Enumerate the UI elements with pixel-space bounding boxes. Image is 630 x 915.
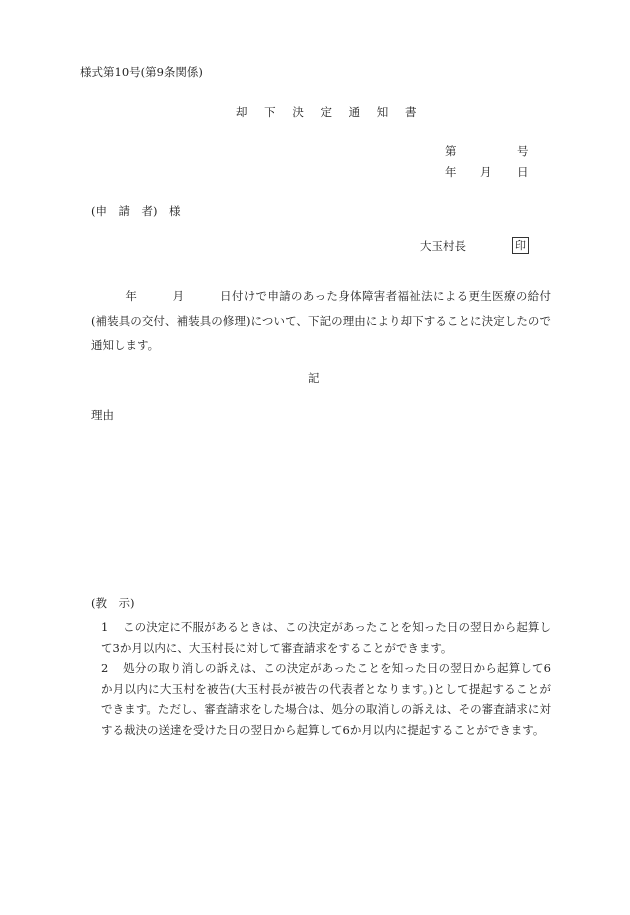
reference-number-prefix: 第: [445, 144, 457, 158]
notice-item: [91, 617, 551, 658]
document-title: [236, 106, 429, 120]
notice-item-number: 2: [101, 661, 109, 675]
title-char: 却: [236, 105, 248, 119]
date-month-label: 月: [480, 165, 492, 179]
title-char: 決: [292, 105, 304, 119]
notice-item-text: 処分の取り消しの訴えは、この決定があったことを知った日の翌日から起算して6か月以内に大玉村を被告(大玉村長が被告の代表者となります。)として提起することができます。ただし、審査請求をした場合は、処分の取消しの訴えは、その審査請求に対する裁決の送達を受けた日の翌日から起算して6か月以内に提起することができます。: [101, 661, 551, 737]
date-day-label: 日: [517, 165, 529, 179]
title-char: 通: [348, 105, 361, 119]
title-char: 定: [320, 105, 332, 119]
body-text: 年 月 日付けで申請のあった身体障害者福祉法による更生医療の給付(補装具の交付、補装具の修理)について、下記の理由により却下することに決定したので通知します。: [91, 289, 551, 352]
seal-stamp: 印: [512, 237, 529, 254]
reason-label: 理由: [91, 408, 114, 422]
form-number: 様式第10号(第9条関係): [80, 65, 203, 79]
body-paragraph: [91, 284, 551, 358]
notice-item: [91, 658, 551, 740]
notice-item-text: この決定に不服があるときは、この決定があったことを知った日の翌日から起算して3か月以内に、大玉村長に対して審査請求をすることができます。: [101, 620, 551, 655]
title-char: 下: [264, 105, 276, 119]
notice-list: [91, 617, 551, 740]
issuer-name: 大玉村長: [420, 239, 466, 253]
title-char: 書: [404, 105, 417, 119]
addressee: (申 請 者) 様: [91, 204, 181, 218]
title-char: 知: [376, 105, 389, 119]
reference-number-suffix: 号: [517, 144, 529, 158]
notice-heading: (教 示): [91, 596, 135, 610]
notice-item-number: 1: [101, 620, 109, 634]
date-year-label: 年: [445, 165, 457, 179]
record-mark: 記: [308, 371, 320, 385]
